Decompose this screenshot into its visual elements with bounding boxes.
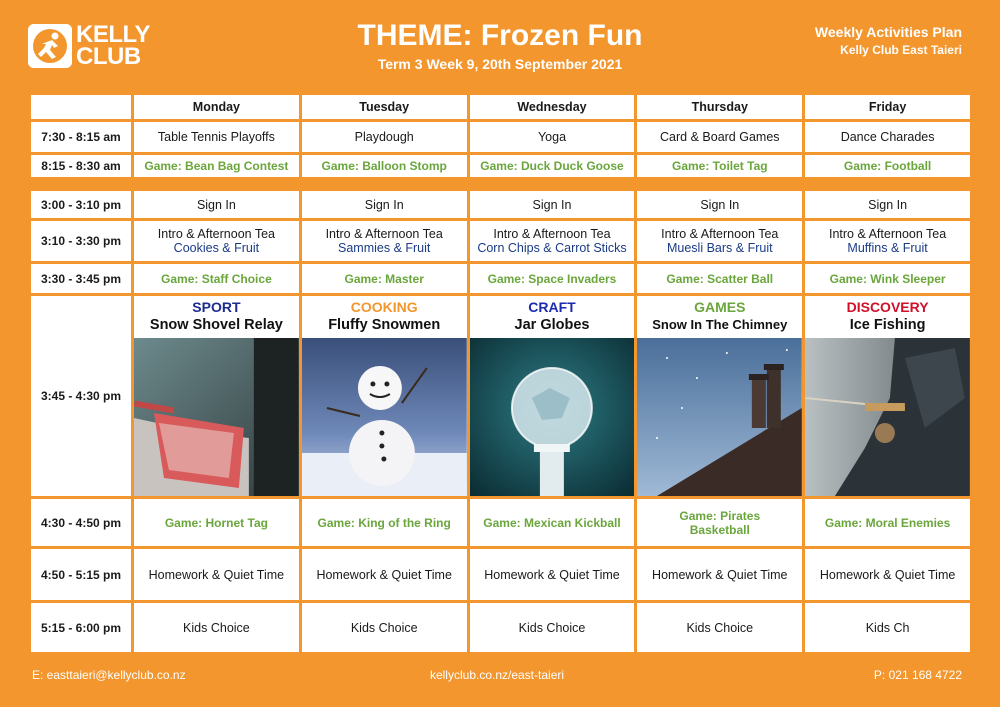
tea-label: Intro & Afternoon Tea: [157, 227, 275, 241]
footer-phone[interactable]: P: 021 168 4722: [873, 668, 962, 682]
activity-cell: Yoga: [470, 122, 635, 152]
tea-cell: [302, 221, 467, 261]
game-cell: Game: Hornet Tag: [134, 499, 299, 546]
table-row: [31, 549, 970, 600]
kids-choice-cell: Kids Choice: [637, 603, 802, 652]
snow-shovel-image: [134, 338, 299, 496]
activity-name: Snow Shovel Relay: [149, 316, 283, 333]
tea-cell: [637, 221, 802, 261]
kids-choice-cell: Kids Ch: [805, 603, 970, 652]
game-cell: Game: Master: [302, 264, 467, 293]
tea-food: Muesli Bars & Fruit: [666, 241, 773, 255]
tea-label: Intro & Afternoon Tea: [661, 227, 779, 241]
table-row: [31, 296, 970, 496]
tea-food: Muffins & Fruit: [847, 241, 928, 255]
activity-category: COOKING: [350, 298, 418, 315]
game-cell: Game: Space Invaders: [470, 264, 635, 293]
tea-cell: [805, 221, 970, 261]
snowman-image: [302, 338, 467, 496]
game-cell: Game: Staff Choice: [134, 264, 299, 293]
day-header-row: [31, 95, 970, 119]
activity-category: GAMES: [694, 298, 746, 315]
chimney-image: [637, 338, 802, 496]
tea-cell: [134, 221, 299, 261]
plan-label: Weekly Activities Plan: [814, 24, 962, 40]
activity-name: Snow In The Chimney: [652, 316, 788, 332]
club-name: Kelly Club East Taieri: [840, 43, 962, 57]
page-title: THEME: Frozen Fun: [357, 19, 643, 52]
activity-cell: Dance Charades: [805, 122, 970, 152]
corner-cell: [31, 95, 131, 119]
game-cell: Game: Moral Enemies: [805, 499, 970, 546]
homework-cell: Homework & Quiet Time: [134, 549, 299, 600]
game-cell: Game: Pirates Basketball: [637, 499, 802, 546]
game-cell: Game: Mexican Kickball: [470, 499, 635, 546]
kids-choice-cell: Kids Choice: [134, 603, 299, 652]
day-friday: Friday: [805, 95, 970, 119]
kelly-club-logo: [28, 21, 150, 70]
tea-food: Corn Chips & Carrot Sticks: [477, 241, 627, 255]
activity-category: DISCOVERY: [846, 298, 929, 315]
sign-in-cell: Sign In: [302, 191, 467, 218]
time-slot: 3:30 - 3:45 pm: [31, 264, 131, 293]
logo-text-kelly: KELLY: [76, 21, 150, 48]
day-wednesday: Wednesday: [470, 95, 635, 119]
table-row: [31, 264, 970, 293]
sign-in-cell: Sign In: [470, 191, 635, 218]
homework-cell: Homework & Quiet Time: [302, 549, 467, 600]
activity-games: [637, 296, 802, 496]
activity-cell: Card & Board Games: [637, 122, 802, 152]
activity-name: Fluffy Snowmen: [328, 316, 441, 333]
footer-website[interactable]: kellyclub.co.nz/east-taieri: [429, 668, 565, 682]
table-row: [31, 122, 970, 152]
homework-cell: Homework & Quiet Time: [805, 549, 970, 600]
tea-cell: [470, 221, 635, 261]
time-slot: 3:00 - 3:10 pm: [31, 191, 131, 218]
table-row: [31, 221, 970, 261]
time-slot: 5:15 - 6:00 pm: [31, 603, 131, 652]
activity-cell: Playdough: [302, 122, 467, 152]
table-row: [31, 603, 970, 652]
homework-cell: Homework & Quiet Time: [470, 549, 635, 600]
tea-food: Sammies & Fruit: [338, 241, 431, 255]
table-row: [31, 155, 970, 177]
time-slot: 8:15 - 8:30 am: [31, 155, 131, 177]
time-slot: 4:50 - 5:15 pm: [31, 549, 131, 600]
logo-text-club: CLUB: [76, 43, 141, 70]
day-thursday: Thursday: [637, 95, 802, 119]
activity-sport: [134, 296, 299, 496]
kids-choice-cell: Kids Choice: [470, 603, 635, 652]
game-cell: Game: Wink Sleeper: [805, 264, 970, 293]
day-monday: Monday: [134, 95, 299, 119]
activity-cell: Table Tennis Playoffs: [134, 122, 299, 152]
tea-label: Intro & Afternoon Tea: [325, 227, 443, 241]
kelly-club-logo-icon: [28, 24, 72, 68]
tea-label: Intro & Afternoon Tea: [828, 227, 947, 241]
footer-email[interactable]: E: easttaieri@kellyclub.co.nz: [32, 668, 186, 682]
time-slot: 7:30 - 8:15 am: [31, 122, 131, 152]
afternoon-schedule-table: [28, 188, 973, 655]
tea-label: Intro & Afternoon Tea: [493, 227, 611, 241]
time-slot: 3:45 - 4:30 pm: [31, 296, 131, 496]
kids-choice-cell: Kids Choice: [302, 603, 467, 652]
game-cell: Game: Football: [805, 155, 970, 177]
activity-name: Jar Globes: [514, 316, 590, 333]
activity-name: Ice Fishing: [849, 316, 926, 333]
table-row: [31, 191, 970, 218]
game-cell: Game: King of the Ring: [302, 499, 467, 546]
game-cell: Game: Duck Duck Goose: [470, 155, 635, 177]
activity-category: CRAFT: [528, 298, 576, 315]
morning-schedule-table: [28, 92, 973, 180]
time-slot: 4:30 - 4:50 pm: [31, 499, 131, 546]
game-cell: Game: Balloon Stomp: [302, 155, 467, 177]
activity-category: SPORT: [192, 298, 241, 315]
page-subtitle: Term 3 Week 9, 20th September 2021: [377, 56, 623, 72]
activity-cooking: [302, 296, 467, 496]
homework-cell: Homework & Quiet Time: [637, 549, 802, 600]
ice-fishing-image: [805, 338, 970, 496]
sign-in-cell: Sign In: [637, 191, 802, 218]
day-tuesday: Tuesday: [302, 95, 467, 119]
sign-in-cell: Sign In: [134, 191, 299, 218]
sign-in-cell: Sign In: [805, 191, 970, 218]
jar-globe-image: [470, 338, 635, 496]
activity-discovery: [805, 296, 970, 496]
activity-craft: [470, 296, 635, 496]
time-slot: 3:10 - 3:30 pm: [31, 221, 131, 261]
game-cell: Game: Scatter Ball: [637, 264, 802, 293]
tea-food: Cookies & Fruit: [173, 241, 260, 255]
game-cell: Game: Toilet Tag: [637, 155, 802, 177]
game-cell: Game: Bean Bag Contest: [134, 155, 299, 177]
table-row: [31, 499, 970, 546]
